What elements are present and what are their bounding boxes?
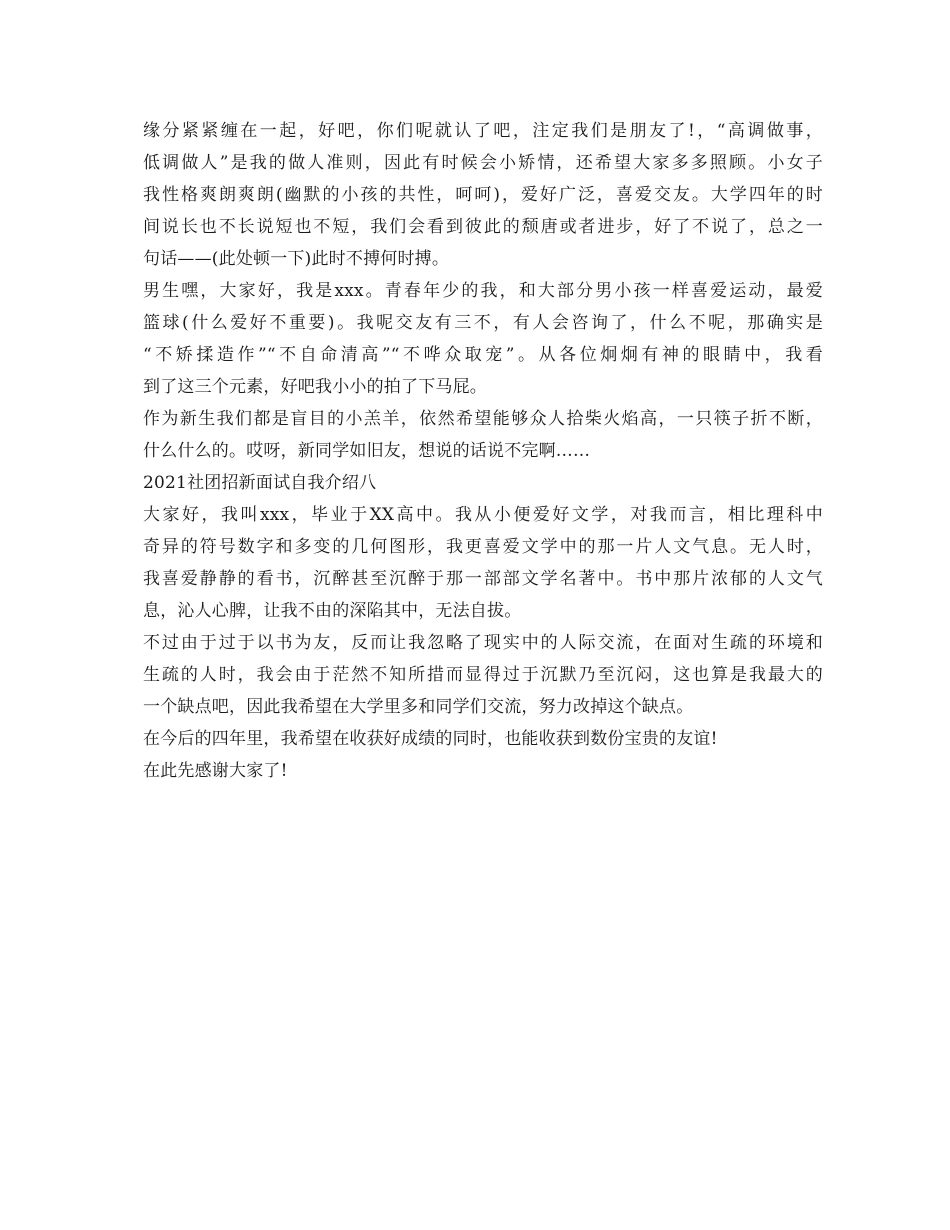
- text-line: 篮球(什么爱好不重要)。我呢交友有三不，有人会咨询了，什么不呢，那确实是: [143, 313, 823, 333]
- text-line: 息，沁人心脾，让我不由的深陷其中，无法自拔。: [143, 601, 522, 621]
- section-heading: 2021社团招新面试自我介绍八: [143, 473, 377, 493]
- document-body: [143, 115, 823, 787]
- text-line: 低调做人”是我的做人准则，因此有时候会小矫情，还希望大家多多照顾。小女子: [143, 153, 823, 173]
- text-line: 作为新生我们都是盲目的小羔羊，依然希望能够众人拾柴火焰高，一只筷子折不断，: [143, 409, 823, 429]
- text-line: 一个缺点吧，因此我希望在大学里多和同学们交流，努力改掉这个缺点。: [143, 697, 694, 717]
- text-line: 大家好，我叫xxx，毕业于XX高中。我从小便爱好文学，对我而言，相比理科中: [143, 505, 823, 525]
- text-line: 间说长也不长说短也不短，我们会看到彼此的颓唐或者进步，好了不说了，总之一: [143, 217, 823, 237]
- text-line: 句话——(此处顿一下)此时不搏何时搏。: [143, 249, 450, 269]
- text-line: 在今后的四年里，我希望在收获好成绩的同时，也能收获到数份宝贵的友谊!: [143, 729, 718, 749]
- text-line: 什么什么的。哎呀，新同学如旧友，想说的话说不完啊……: [143, 441, 591, 461]
- text-line: 不过由于过于以书为友，反而让我忽略了现实中的人际交流，在面对生疏的环境和: [143, 633, 823, 653]
- text-line: 男生嘿，大家好，我是xxx。青春年少的我，和大部分男小孩一样喜爱运动，最爱: [143, 281, 823, 301]
- text-line: 我性格爽朗爽朗(幽默的小孩的共性，呵呵)，爱好广泛，喜爱交友。大学四年的时: [143, 185, 823, 205]
- text-line: 到了这三个元素，好吧我小小的拍了下马屁。: [143, 377, 487, 397]
- text-line: 奇异的符号数字和多变的几何图形，我更喜爱文学中的那一片人文气息。无人时，: [143, 537, 823, 557]
- text-line: “不矫揉造作”“不自命清高”“不哗众取宠”。从各位炯炯有神的眼睛中，我看: [143, 345, 823, 365]
- text-line: 生疏的人时，我会由于茫然不知所措而显得过于沉默乃至沉闷，这也算是我最大的: [143, 665, 823, 685]
- text-line: 在此先感谢大家了!: [143, 761, 288, 781]
- text-line: 我喜爱静静的看书，沉醉甚至沉醉于那一部部文学名著中。书中那片浓郁的人文气: [143, 569, 823, 589]
- text-line: 缘分紧紧缠在一起，好吧，你们呢就认了吧，注定我们是朋友了!，“高调做事，: [143, 121, 823, 141]
